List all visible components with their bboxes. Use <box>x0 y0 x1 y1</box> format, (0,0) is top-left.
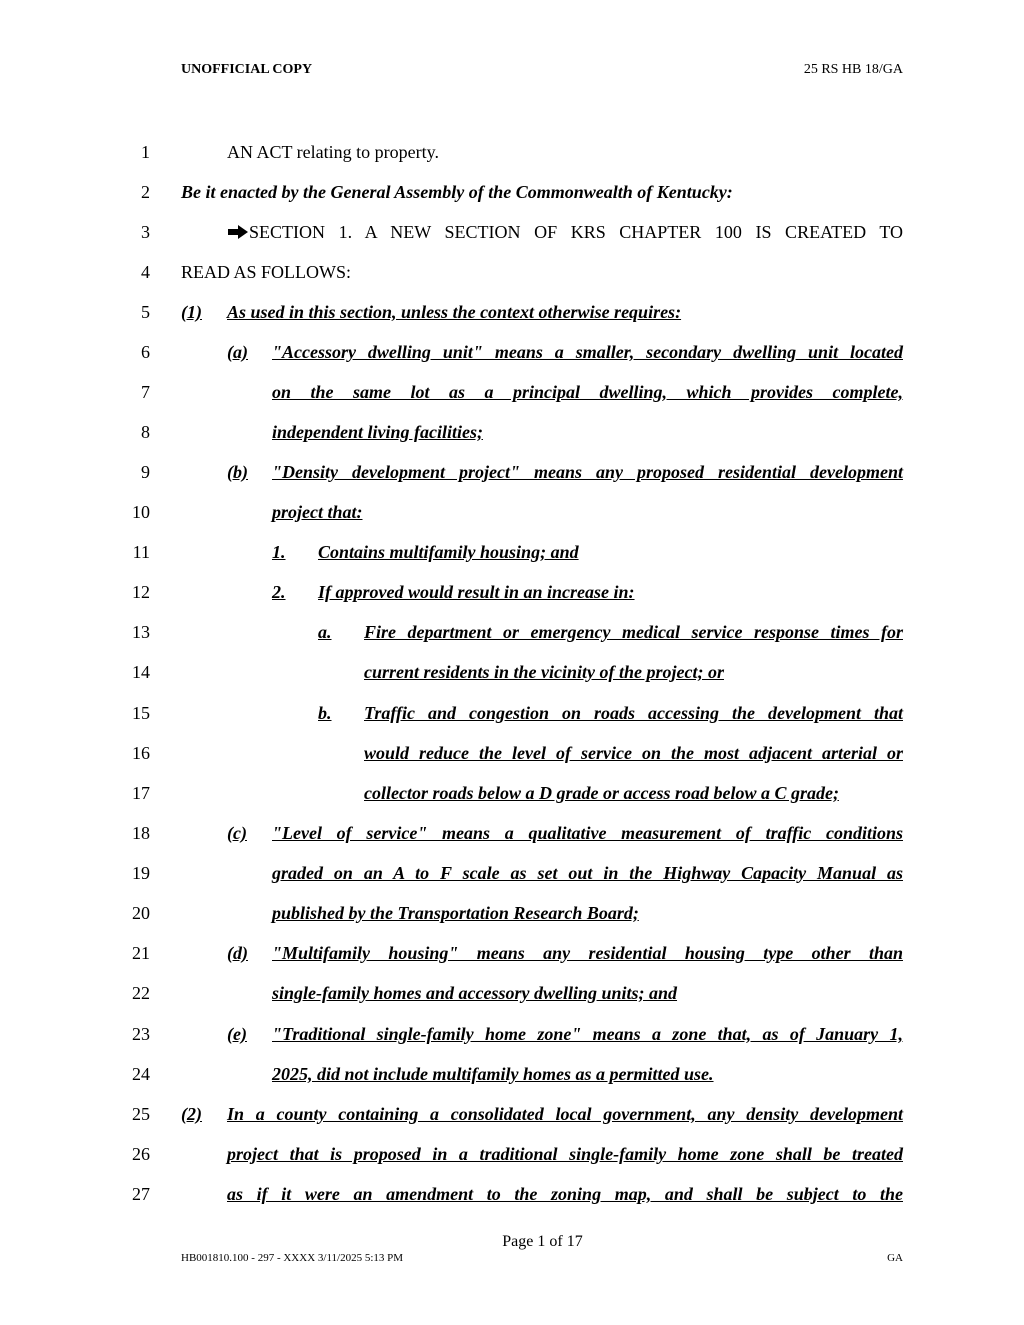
line-number: 13 <box>132 622 150 642</box>
line <box>0 942 1024 972</box>
line <box>0 141 1024 171</box>
line-text: "Traditional single-family home zone" means a zone that, as of January 1, <box>272 1024 903 1044</box>
line-text: as if it were an amendment to the zoning map, and shall be subject to the <box>227 1184 903 1204</box>
line-text: Contains multifamily housing; and <box>318 542 579 562</box>
line-text: "Density development project" means any proposed residential development <box>272 462 903 482</box>
paragraph-label: (d) <box>227 943 248 963</box>
line <box>0 421 1024 451</box>
line-text: In a county containing a consolidated local government, any density development <box>227 1104 903 1124</box>
subitem-label: a. <box>318 622 332 642</box>
section-heading: SECTION 1. A NEW SECTION OF KRS CHAPTER 100 IS CREATED TO <box>249 222 903 242</box>
line-number: 23 <box>132 1024 150 1044</box>
paragraph-label: (e) <box>227 1024 247 1044</box>
line-number: 8 <box>141 422 150 442</box>
paragraph-label: (c) <box>227 823 247 843</box>
line <box>0 1183 1024 1213</box>
paragraph-label: (a) <box>227 342 248 362</box>
line <box>0 1063 1024 1093</box>
subsection-label: (2) <box>181 1104 202 1124</box>
line-number: 6 <box>141 342 150 362</box>
line-number: 4 <box>141 262 150 282</box>
line <box>0 341 1024 371</box>
line-number: 17 <box>132 783 150 803</box>
paragraph-label: (b) <box>227 462 248 482</box>
subitem-label: b. <box>318 703 332 723</box>
line <box>0 621 1024 651</box>
line-text: Fire department or emergency medical service response times for <box>364 622 903 642</box>
line <box>0 902 1024 932</box>
line-text: "Multifamily housing" means any residential housing type other than <box>272 943 903 963</box>
line <box>0 261 1024 291</box>
line-text: "Accessory dwelling unit" means a smaller, secondary dwelling unit located <box>272 342 903 362</box>
line-number: 16 <box>132 743 150 763</box>
line-text: would reduce the level of service on the most adjacent arterial or <box>364 743 903 763</box>
line <box>0 381 1024 411</box>
line-number: 21 <box>132 943 150 963</box>
line-number: 20 <box>132 903 150 923</box>
page-number: Page 1 of 17 <box>502 1233 583 1250</box>
line-text: graded on an A to F scale as set out in the Highway Capacity Manual as <box>272 863 903 883</box>
line <box>0 1023 1024 1053</box>
line-text: 2025, did not include multifamily homes as a permitted use. <box>272 1064 714 1084</box>
line <box>0 982 1024 1012</box>
line <box>0 1103 1024 1133</box>
line <box>0 1143 1024 1173</box>
item-label: 2. <box>272 582 286 602</box>
line <box>0 822 1024 852</box>
line-text: published by the Transportation Research Board; <box>272 903 639 923</box>
line-number: 25 <box>132 1104 150 1124</box>
line <box>0 541 1024 571</box>
line <box>0 702 1024 732</box>
line-text: project that: <box>272 502 363 522</box>
line-text: independent living facilities; <box>272 422 483 442</box>
line-number: 18 <box>132 823 150 843</box>
line <box>0 581 1024 611</box>
line-text: collector roads below a D grade or access road below a C grade; <box>364 783 839 803</box>
line-text: Traffic and congestion on roads accessing the development that <box>364 703 903 723</box>
header-right: 25 RS HB 18/GA <box>803 62 903 77</box>
line <box>0 461 1024 491</box>
footer-right: GA <box>887 1252 903 1264</box>
line <box>0 301 1024 331</box>
line-text: If approved would result in an increase in: <box>318 582 635 602</box>
line <box>0 181 1024 211</box>
line-text: As used in this section, unless the context otherwise requires: <box>227 302 682 322</box>
line-number: 15 <box>132 703 150 723</box>
line-text: AN ACT relating to property. <box>227 142 439 162</box>
item-label: 1. <box>272 542 286 562</box>
line-text: on the same lot as a principal dwelling, which provides complete, <box>272 382 903 402</box>
line <box>0 661 1024 691</box>
line-number: 10 <box>132 502 150 522</box>
line-number: 5 <box>141 302 150 322</box>
line-number: 14 <box>132 662 150 682</box>
line-number: 22 <box>132 983 150 1003</box>
right-arrow-icon <box>227 221 249 243</box>
line-text: READ AS FOLLOWS: <box>181 262 352 282</box>
line-number: 19 <box>132 863 150 883</box>
line-number: 7 <box>141 382 150 402</box>
enacting-clause: Be it enacted by the General Assembly of the Commonwealth of Kentucky: <box>181 182 733 202</box>
line-number: 27 <box>132 1184 150 1204</box>
line <box>0 221 1024 251</box>
line <box>0 501 1024 531</box>
line-number: 1 <box>141 142 150 162</box>
line-number: 3 <box>141 222 150 242</box>
line-text: "Level of service" means a qualitative measurement of traffic conditions <box>272 823 903 843</box>
subsection-label: (1) <box>181 302 202 322</box>
line <box>0 782 1024 812</box>
footer-docid: HB001810.100 - 297 - XXXX 3/11/2025 5:13 PM <box>181 1252 404 1264</box>
line-number: 12 <box>132 582 150 602</box>
line-text: current residents in the vicinity of the project; or <box>364 662 724 682</box>
line-number: 24 <box>132 1064 150 1084</box>
line-number: 26 <box>132 1144 150 1164</box>
line-text: project that is proposed in a traditional single-family home zone shall be treated <box>227 1144 903 1164</box>
line-number: 2 <box>141 182 150 202</box>
line-number: 9 <box>141 462 150 482</box>
line-number: 11 <box>132 542 150 562</box>
header-left: UNOFFICIAL COPY <box>181 62 313 77</box>
line <box>0 862 1024 892</box>
line <box>0 742 1024 772</box>
line-text: single-family homes and accessory dwelling units; and <box>272 983 678 1003</box>
